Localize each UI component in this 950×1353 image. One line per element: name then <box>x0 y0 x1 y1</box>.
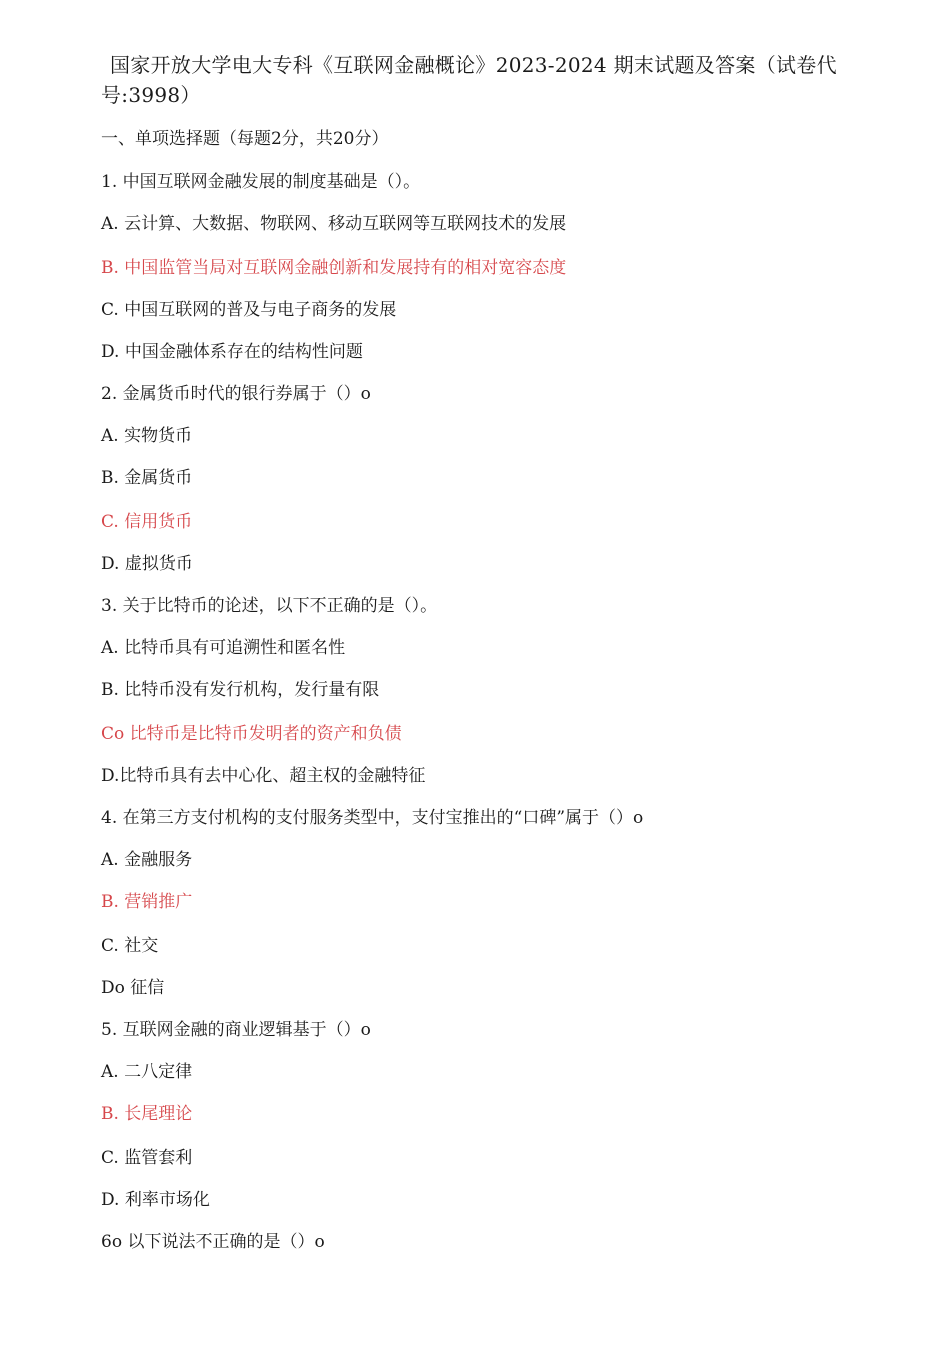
answer-option-line: C. 信用货币 <box>101 512 193 532</box>
question-line: 3. 关于比特币的论述，以下不正确的是（）。 <box>101 596 438 616</box>
document-title: 国家开放大学电大专科《互联网金融概论》2023-2024 期末试题及答案（试卷代号:3998） <box>101 53 837 107</box>
section-heading: 一、单项选择题（每题2分，共20分） <box>101 129 389 149</box>
answer-option-line: Co 比特币是比特币发明者的资产和负债 <box>101 724 402 744</box>
question-line: 6o 以下说法不正确的是（）o <box>101 1232 325 1252</box>
question-line: D. 利率市场化 <box>101 1190 210 1210</box>
question-line: Do 征信 <box>101 978 165 998</box>
question-line: A. 比特币具有可追溯性和匿名性 <box>101 638 346 658</box>
question-line: B. 比特币没有发行机构，发行量有限 <box>101 680 380 700</box>
question-line: B. 金属货币 <box>101 468 193 488</box>
question-line: 4. 在第三方支付机构的支付服务类型中，支付宝推出的“口碑”属于（）o <box>101 808 644 828</box>
question-line: C. 社交 <box>101 936 159 956</box>
answer-option-line: B. 营销推广 <box>101 892 193 912</box>
question-line: A. 金融服务 <box>101 850 193 870</box>
question-line: 5. 互联网金融的商业逻辑基于（）o <box>101 1020 371 1040</box>
question-line: D.比特币具有去中心化、超主权的金融特征 <box>101 766 426 786</box>
question-line: 1. 中国互联网金融发展的制度基础是（）。 <box>101 172 421 192</box>
question-line: A. 实物货币 <box>101 426 193 446</box>
question-line: A. 云计算、大数据、物联网、移动互联网等互联网技术的发展 <box>101 214 567 234</box>
question-line: D. 中国金融体系存在的结构性问题 <box>101 342 363 362</box>
question-line: 2. 金属货币时代的银行券属于（）o <box>101 384 371 404</box>
answer-option-line: B. 长尾理论 <box>101 1104 193 1124</box>
answer-option-line: B. 中国监管当局对互联网金融创新和发展持有的相对宽容态度 <box>101 258 567 278</box>
question-line: C. 中国互联网的普及与电子商务的发展 <box>101 300 397 320</box>
question-line: C. 监管套利 <box>101 1148 193 1168</box>
question-line: D. 虚拟货币 <box>101 554 193 574</box>
question-line: A. 二八定律 <box>101 1062 193 1082</box>
